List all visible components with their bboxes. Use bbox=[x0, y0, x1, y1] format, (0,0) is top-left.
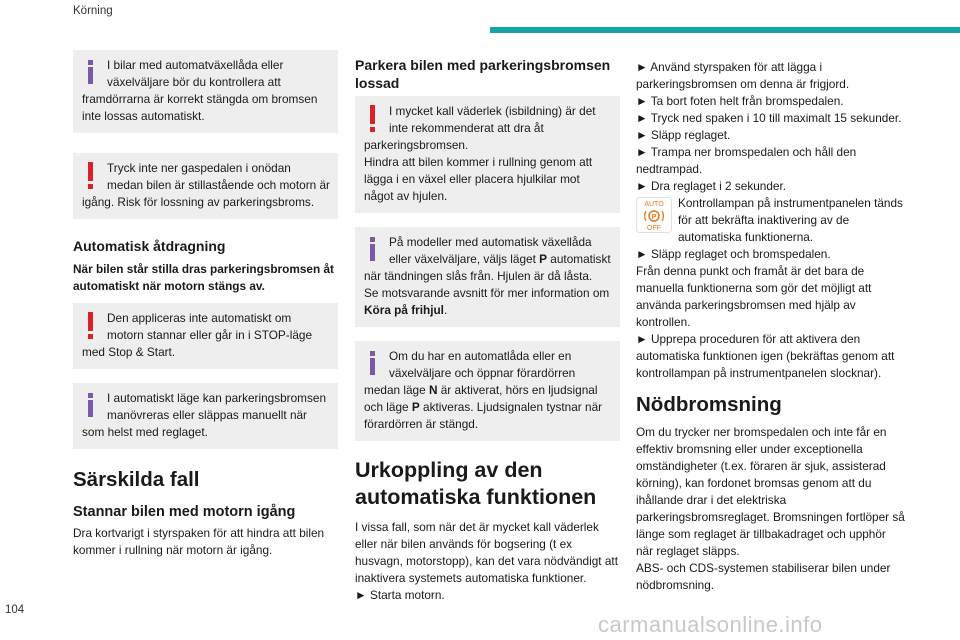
gear-p-label: P bbox=[411, 400, 420, 414]
warning-note-text-2: Hindra att bilen kommer i rullning genom att lägga i en växel eller placera hjulkilar mot något av hjulen. bbox=[364, 155, 593, 203]
info-note-text: I automatiskt läge kan parkeringsbromsen manövreras eller släppas manuellt när som helst med reglaget. bbox=[82, 391, 327, 439]
header-accent-bar bbox=[490, 27, 960, 33]
step-start-engine: ► Starta motorn. bbox=[355, 588, 445, 602]
warning-note-text: Den appliceras inte automatiskt om motorn stannar eller går in i STOP-läge med Stop & Start. bbox=[82, 311, 313, 359]
heading-stall: Stannar bilen med motorn igång bbox=[73, 504, 296, 520]
heading-decouple: Urkoppling av den automatiska funktionen bbox=[355, 458, 597, 509]
info-note bbox=[355, 341, 620, 441]
heading-automatic-application: Automatisk åtdragning bbox=[73, 238, 226, 254]
from-point-text: Från denna punkt och framåt är det bara de manuella funktionerna som gör det möjligt att använda parkeringsbromsen med hjälp av kontrollen. bbox=[636, 264, 872, 329]
heading-park-released: Parkera bilen med parkeringsbromsen lossad bbox=[355, 57, 611, 91]
info-note-text: aktiveras. Ljudsignalen tystnar när förardörren är stängd. bbox=[364, 400, 603, 431]
gear-p-label: P bbox=[539, 252, 548, 266]
warning-icon bbox=[82, 310, 100, 340]
heading-special-cases: Särskilda fall bbox=[73, 468, 200, 491]
info-icon bbox=[364, 234, 382, 264]
gear-n-label: N bbox=[428, 383, 438, 397]
emergency-text: Om du trycker ner bromspedalen och inte får en effektiv bromsning eller under exceptionella omständigheter (t.ex. föraren är sjuk, assisterad körning), kan fordonet bromsas genom att du ihållande drar i det elektriska parkeringsbromsreglaget. Bromsningen fortlöper så länge som reglaget är tillbakadraget och upphör när reglaget släpps. bbox=[636, 425, 905, 558]
info-note-text: . bbox=[443, 303, 448, 317]
info-note bbox=[73, 383, 338, 449]
info-note-text: Om du har en automatlåda eller en växelväljare och öppnar förardörren medan läge bbox=[364, 349, 576, 397]
watermark: carmanualsonline.info bbox=[598, 612, 823, 637]
info-note-text: I bilar med automatväxellåda eller växelväljare bör du kontrollera att framdörrarna är korrekt stängda om bromsen inte lossas automatiskt. bbox=[82, 58, 318, 123]
step-item: ► Dra reglaget i 2 sekunder. bbox=[636, 179, 787, 193]
info-note-text: På modeller med automatisk växellåda eller växelväljare, väljs läget bbox=[389, 235, 592, 266]
svg-text:OFF: OFF bbox=[647, 225, 661, 232]
decouple-text: I vissa fall, som när det är mycket kall väderlek eller när bilen används för bogsering (t ex husvagn, motorstopp), kan det vara nödvändigt att inaktivera systemets automatiska funktioner. bbox=[355, 520, 618, 585]
column-1 bbox=[73, 50, 338, 559]
heading-emergency-braking: Nödbromsning bbox=[636, 393, 782, 416]
warning-note-text: Tryck inte ner gaspedalen i onödan medan bilen är stillastående och motorn är igång. Risk för lossning av parkeringsbroms. bbox=[82, 161, 330, 209]
step-item: ► Använd styrspaken för att lägga i parkeringsbromsen om denna är frigjord. bbox=[636, 60, 850, 91]
stall-text: Dra kortvarigt i styrspaken för att hindra att bilen kommer i rullning när motorn är igång. bbox=[73, 526, 325, 557]
auto-application-text: När bilen står stilla dras parkeringsbromsen åt automatiskt när motorn stängs av. bbox=[73, 262, 334, 293]
warning-note-text: I mycket kall väderlek (isbildning) är det inte rekommenderat att dra åt parkeringsbromsen. bbox=[364, 104, 596, 152]
info-icon bbox=[364, 348, 382, 378]
step-item: ► Ta bort foten helt från bromspedalen. bbox=[636, 94, 844, 108]
step-item: ► Trampa ner bromspedalen och håll den nedtrampad. bbox=[636, 145, 857, 176]
info-note-text: Se motsvarande avsnitt för mer information om bbox=[364, 286, 610, 300]
step-repeat: ► Upprepa proceduren för att aktivera den automatiska funktionen igen (bekräftas genom att kontrollampan på instrumentpanelen slocknar). bbox=[636, 332, 895, 380]
info-note-text: är aktiverat, hörs en ljudsignal och läge bbox=[364, 383, 598, 414]
step-item: ► Tryck ned spaken i 10 till maximalt 15 sekunder. bbox=[636, 111, 902, 125]
info-note-text: automatiskt när tändningen slås från. Hjulen är då låsta. bbox=[364, 252, 611, 283]
lamp-text: Kontrollampan på instrumentpanelen tänds för att bekräfta inaktivering av de automatiska funktionerna. bbox=[678, 196, 903, 244]
info-icon bbox=[82, 390, 100, 420]
column-2 bbox=[355, 56, 620, 604]
freewheel-reference: Köra på frihjul bbox=[364, 303, 444, 317]
auto-off-lamp-icon bbox=[636, 197, 672, 233]
info-note bbox=[355, 227, 620, 327]
info-note bbox=[73, 50, 338, 133]
abs-text: ABS- och CDS-systemen stabiliserar bilen under nödbromsning. bbox=[636, 561, 891, 592]
warning-lamp-block bbox=[636, 195, 906, 246]
warning-note bbox=[355, 96, 620, 213]
column-3 bbox=[636, 59, 906, 594]
page-number: 104 bbox=[5, 604, 25, 616]
warning-note bbox=[73, 303, 338, 369]
info-icon bbox=[82, 57, 100, 87]
step-release: ► Släpp reglaget och bromspedalen. bbox=[636, 247, 831, 261]
step-item: ► Släpp reglaget. bbox=[636, 128, 731, 142]
svg-text:P: P bbox=[651, 214, 657, 221]
section-title: Körning bbox=[73, 5, 113, 17]
svg-text:AUTO: AUTO bbox=[644, 201, 664, 208]
warning-note bbox=[73, 153, 338, 219]
warning-icon bbox=[82, 160, 100, 190]
warning-icon bbox=[364, 103, 382, 133]
